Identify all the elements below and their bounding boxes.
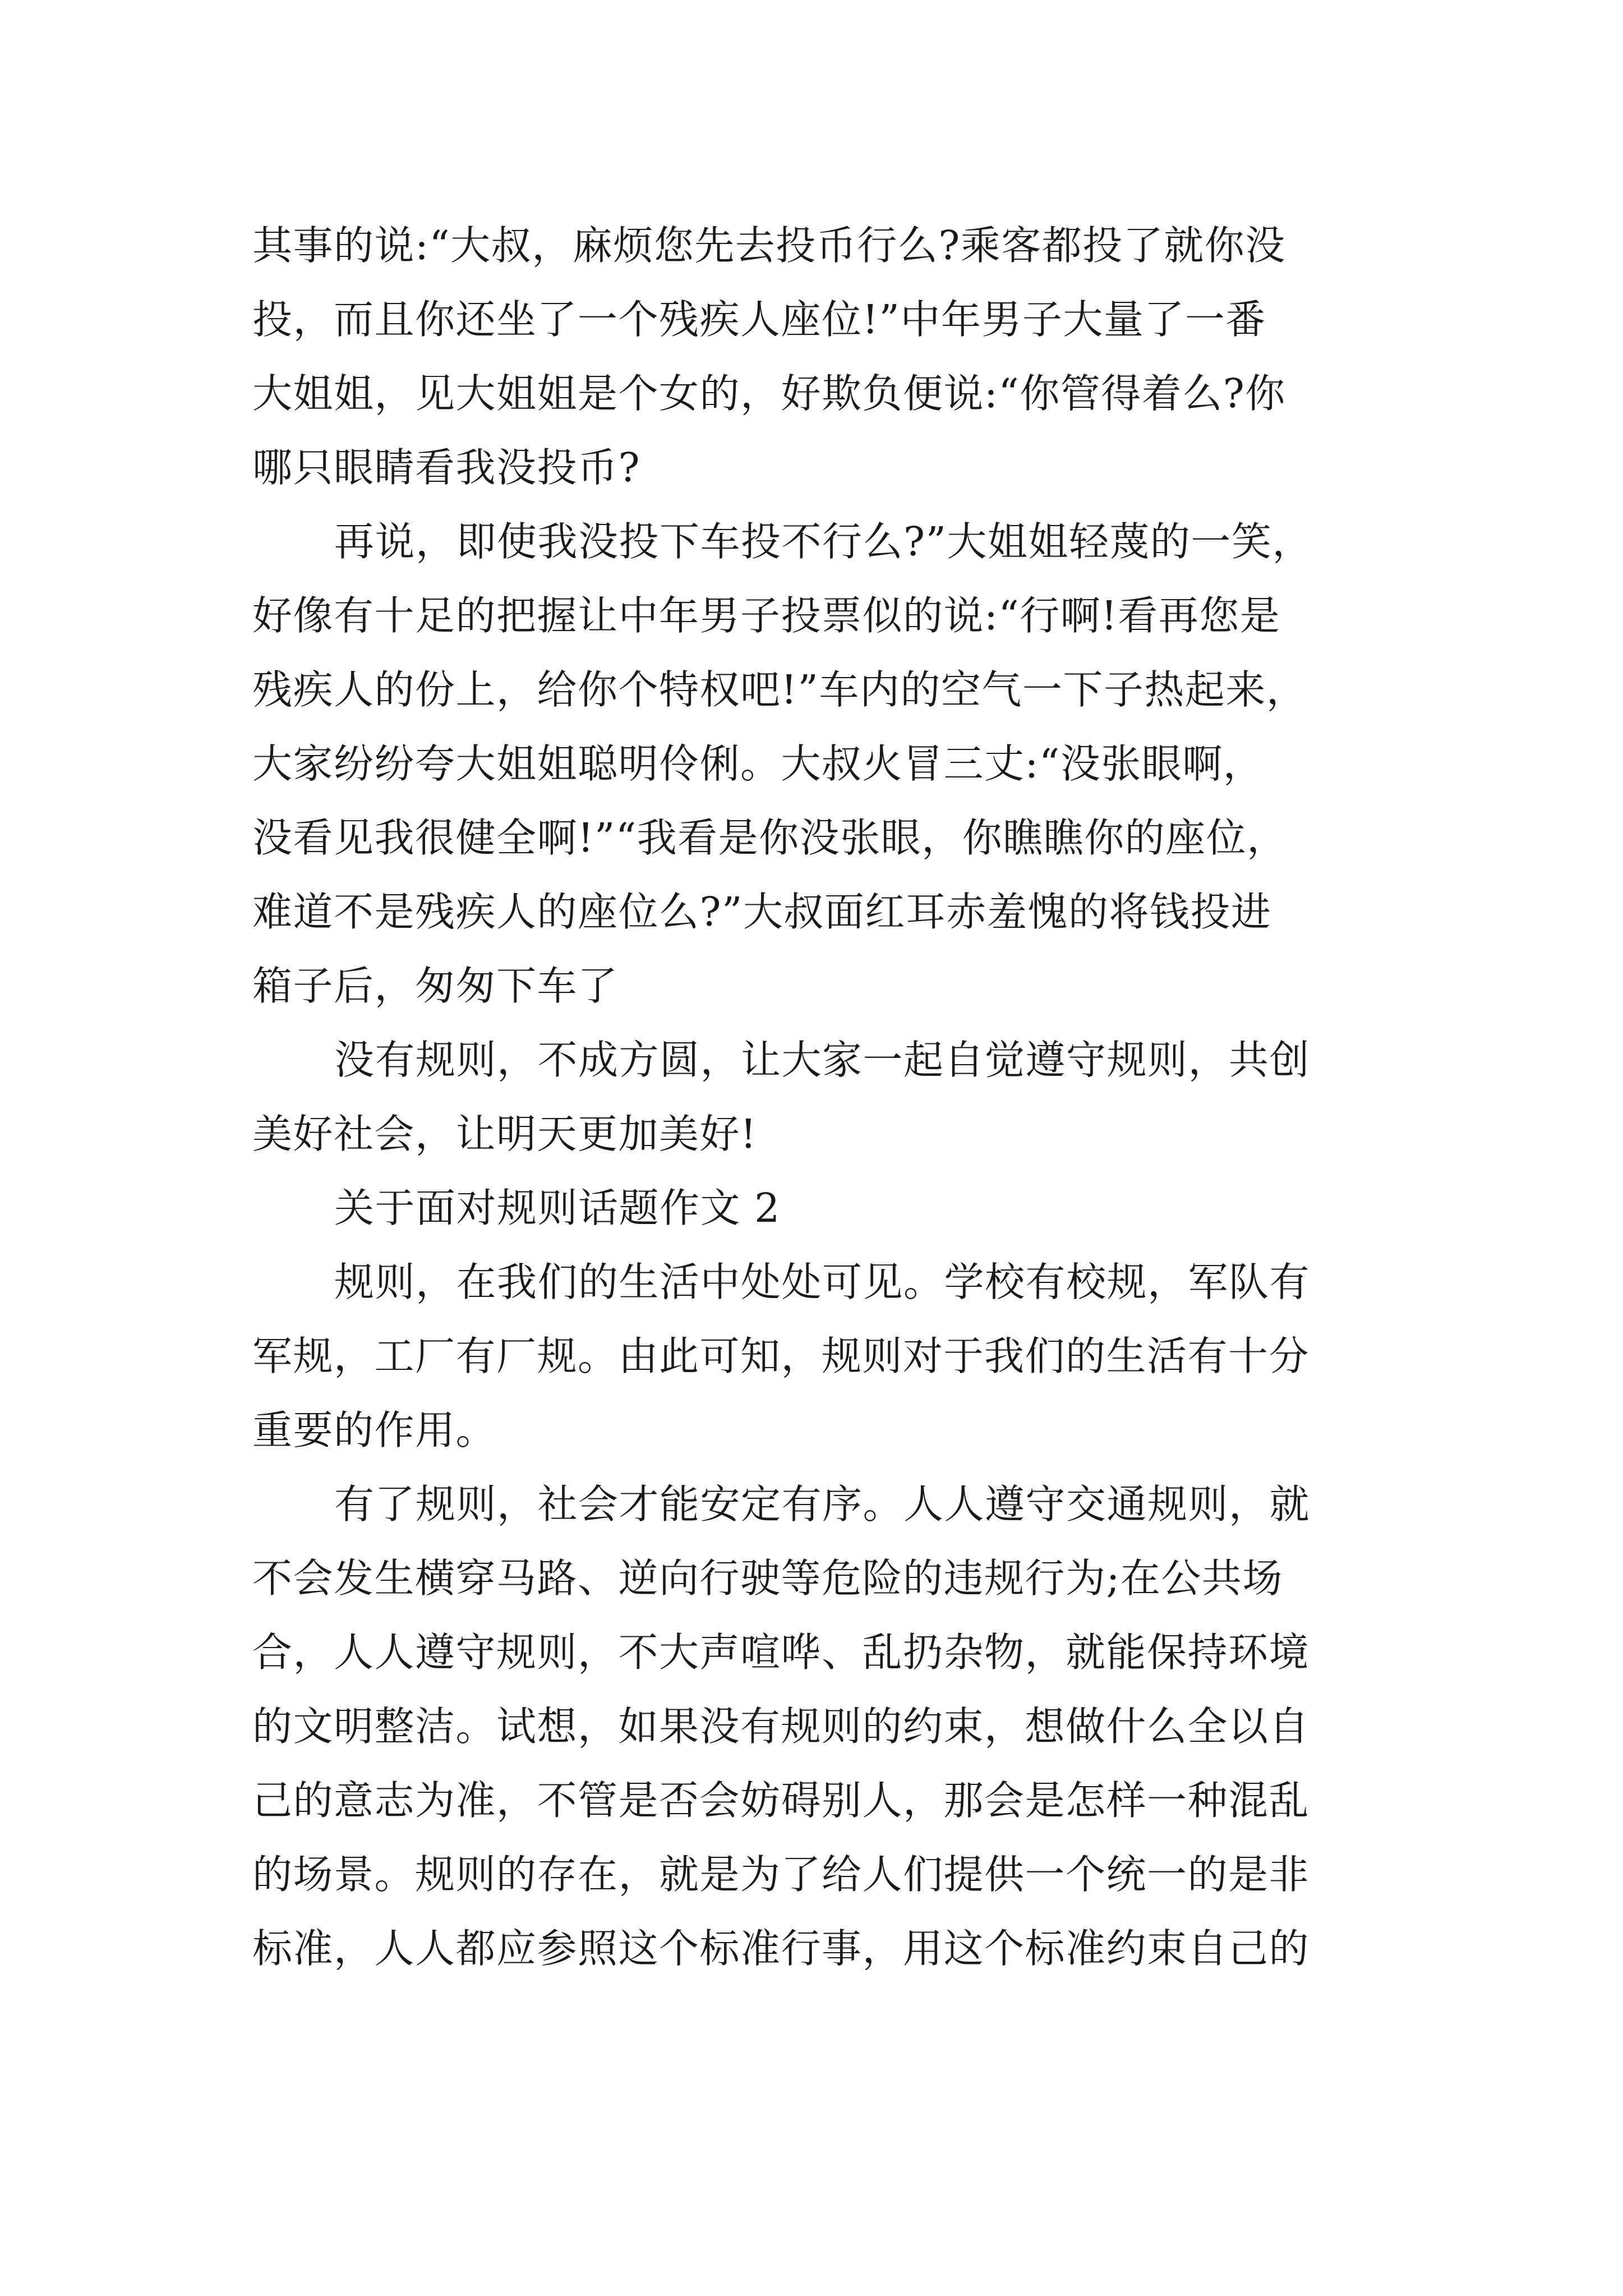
text-line: 哪只眼睛看我没投币? <box>252 444 641 491</box>
paragraph-first-line: 有了规则，社会才能安定有序。人人遵守交通规则，就 <box>334 1481 1311 1527</box>
paragraph-first-line: 规则，在我们的生活中处处可见。学校有校规，军队有 <box>334 1259 1311 1305</box>
text-line: 己的意志为准，不管是否会妨碍别人，那会是怎样一种混乱 <box>252 1777 1310 1824</box>
text-line: 箱子后，匆匆下车了 <box>252 963 619 1009</box>
text-line: 的文明整洁。试想，如果没有规则的约束，想做什么全以自 <box>252 1703 1310 1750</box>
document-body <box>252 209 1396 1986</box>
text-line: 不会发生横穿马路、逆向行驶等危险的违规行为;在公共场 <box>252 1555 1283 1602</box>
text-line: 军规，工厂有厂规。由此可知，规则对于我们的生活有十分 <box>252 1333 1310 1379</box>
text-line: 难道不是残疾人的座位么?”大叔面红耳赤羞愧的将钱投进 <box>252 889 1272 935</box>
text-line: 合，人人遵守规则，不大声喧哗、乱扔杂物，就能保持环境 <box>252 1629 1310 1676</box>
text-line: 其事的说:“大叔，麻烦您先去投币行么?乘客都投了就你没 <box>252 222 1286 269</box>
text-line: 标准，人人都应参照这个标准行事，用这个标准约束自己的 <box>252 1925 1310 1972</box>
text-line: 投，而且你还坐了一个残疾人座位!”中年男子大量了一番 <box>252 296 1266 343</box>
text-line: 好像有十足的把握让中年男子投票似的说:“行啊!看再您是 <box>252 592 1281 639</box>
text-line: 的场景。规则的存在，就是为了给人们提供一个统一的是非 <box>252 1851 1310 1898</box>
paragraph-first-line: 没有规则，不成方圆，让大家一起自觉遵守规则，共创 <box>334 1037 1311 1083</box>
section-heading: 关于面对规则话题作文 2 <box>334 1185 781 1231</box>
text-line: 大姐姐，见大姐姐是个女的，好欺负便说:“你管得着么?你 <box>252 370 1286 417</box>
paragraph-first-line: 再说，即使我没投下车投不行么?”大姐姐轻蔑的一笑， <box>334 518 1313 565</box>
text-line: 美好社会，让明天更加美好! <box>252 1111 758 1157</box>
text-line: 重要的作用。 <box>252 1407 497 1453</box>
text-line: 没看见我很健全啊!”“我看是你没张眼，你瞧瞧你的座位， <box>252 815 1288 861</box>
text-line: 残疾人的份上，给你个特权吧!”车内的空气一下子热起来， <box>252 666 1307 713</box>
text-line: 大家纷纷夸大姐姐聪明伶俐。大叔火冒三丈:“没张眼啊， <box>252 740 1264 787</box>
